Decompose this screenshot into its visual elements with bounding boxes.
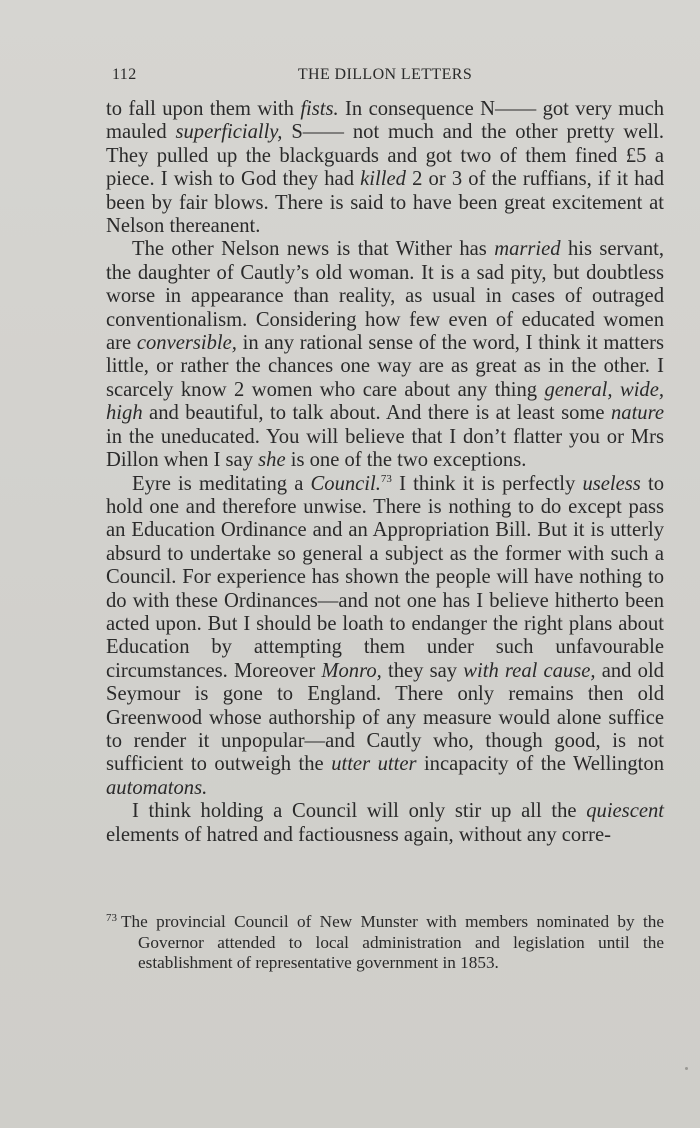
italic-text: Council. (310, 472, 381, 495)
paragraph (106, 473, 664, 801)
italic-text: general, wide, high (106, 378, 665, 425)
italic-text: married (494, 238, 561, 261)
footnote-reference: 73 (380, 472, 392, 485)
footnote-marker: 73 (106, 912, 117, 924)
body-text (106, 98, 664, 847)
paragraph (106, 800, 664, 847)
scan-speck (685, 1067, 688, 1070)
italic-text: utter utter (331, 753, 417, 776)
text-run: is one of the two exceptions. (285, 449, 527, 472)
text-run: and old Seymour is gone to England. There only remains then old Greenwood whose authorship of any measure would alone suffice to render it unpopular—and Cautly who, though good, is not sufficient to outweigh the (106, 659, 664, 776)
italic-text: she (258, 449, 286, 472)
text-run: they say (381, 659, 464, 682)
italic-text: with real cause, (463, 659, 596, 682)
running-title: THE DILLON LETTERS (297, 66, 473, 83)
italic-text: automatons. (106, 776, 208, 799)
text-run: to hold one and therefore unwise. There is nothing to do except pass an Education Ordinance and an Appropriation Bill. But it is utterly absurd to undertake so general a subject as the former with such a Council. For experience has shown the people will have nothing to do with these Ordinances—and not one has I believe hitherto been acted upon. But I should be loath to endanger the right plans about Education by attempting them under such unfavourable circumstances. Moreover (106, 472, 665, 682)
text-run: elements of hatred and factiousness again, without any corre- (106, 823, 611, 846)
page-header (106, 66, 664, 88)
italic-text: conversible, (136, 332, 237, 355)
text-run: The other Nelson news is that Wither has (132, 238, 495, 261)
text-run: I think holding a Council will only stir up all the (132, 800, 587, 823)
text-run: In consequence N—— got very much mauled (106, 98, 665, 144)
italic-text: superficially, (175, 121, 283, 144)
italic-text: Monro, (321, 659, 382, 682)
text-run: I think it is perfectly (391, 472, 583, 495)
italic-text: useless (582, 472, 641, 495)
italic-text: fists. (300, 98, 339, 120)
footnote-text: The provincial Council of New Munster with members nominated by the Governor attended to local administration and legislation until the establishment of representative government in 1853. (121, 912, 664, 973)
text-run: incapacity of the Wellington (416, 753, 664, 776)
text-run: in the uneducated. You will believe that I don’t flatter you or Mrs Dillon when I say (106, 425, 664, 472)
text-run: his servant, the daughter of Cautly’s old woman. It is a sad pity, but doubtless worse in appearance than reality, as usual in cases of outraged conventionalism. Considering how few even of educated women are (106, 238, 664, 355)
text-run: to fall upon them with (106, 98, 301, 120)
footnote-73 (106, 912, 664, 974)
italic-text: killed (360, 168, 406, 191)
page-number: 112 (112, 66, 137, 83)
text-run: S—— not much and the other pretty well. They pulled up the blackguards and got two of them fined £5 a piece. I wish to God they had (106, 121, 665, 191)
italic-text: nature (610, 402, 664, 425)
italic-text: quiescent (586, 800, 664, 823)
paragraph (106, 238, 664, 472)
text-run: Eyre is meditating a (132, 472, 311, 495)
text-run: 2 or 3 of the ruffians, if it had been by fair blows. There is said to have been great excitement at Nelson thereanent. (106, 168, 664, 238)
text-run: and beautiful, to talk about. And there is at least some (142, 402, 611, 425)
paragraph (106, 98, 664, 238)
text-run: in any rational sense of the word, I think it matters little, or rather the chances one way are as great as in the other. I scarcely know 2 women who care about any thing (106, 332, 664, 401)
footnote (106, 912, 664, 974)
